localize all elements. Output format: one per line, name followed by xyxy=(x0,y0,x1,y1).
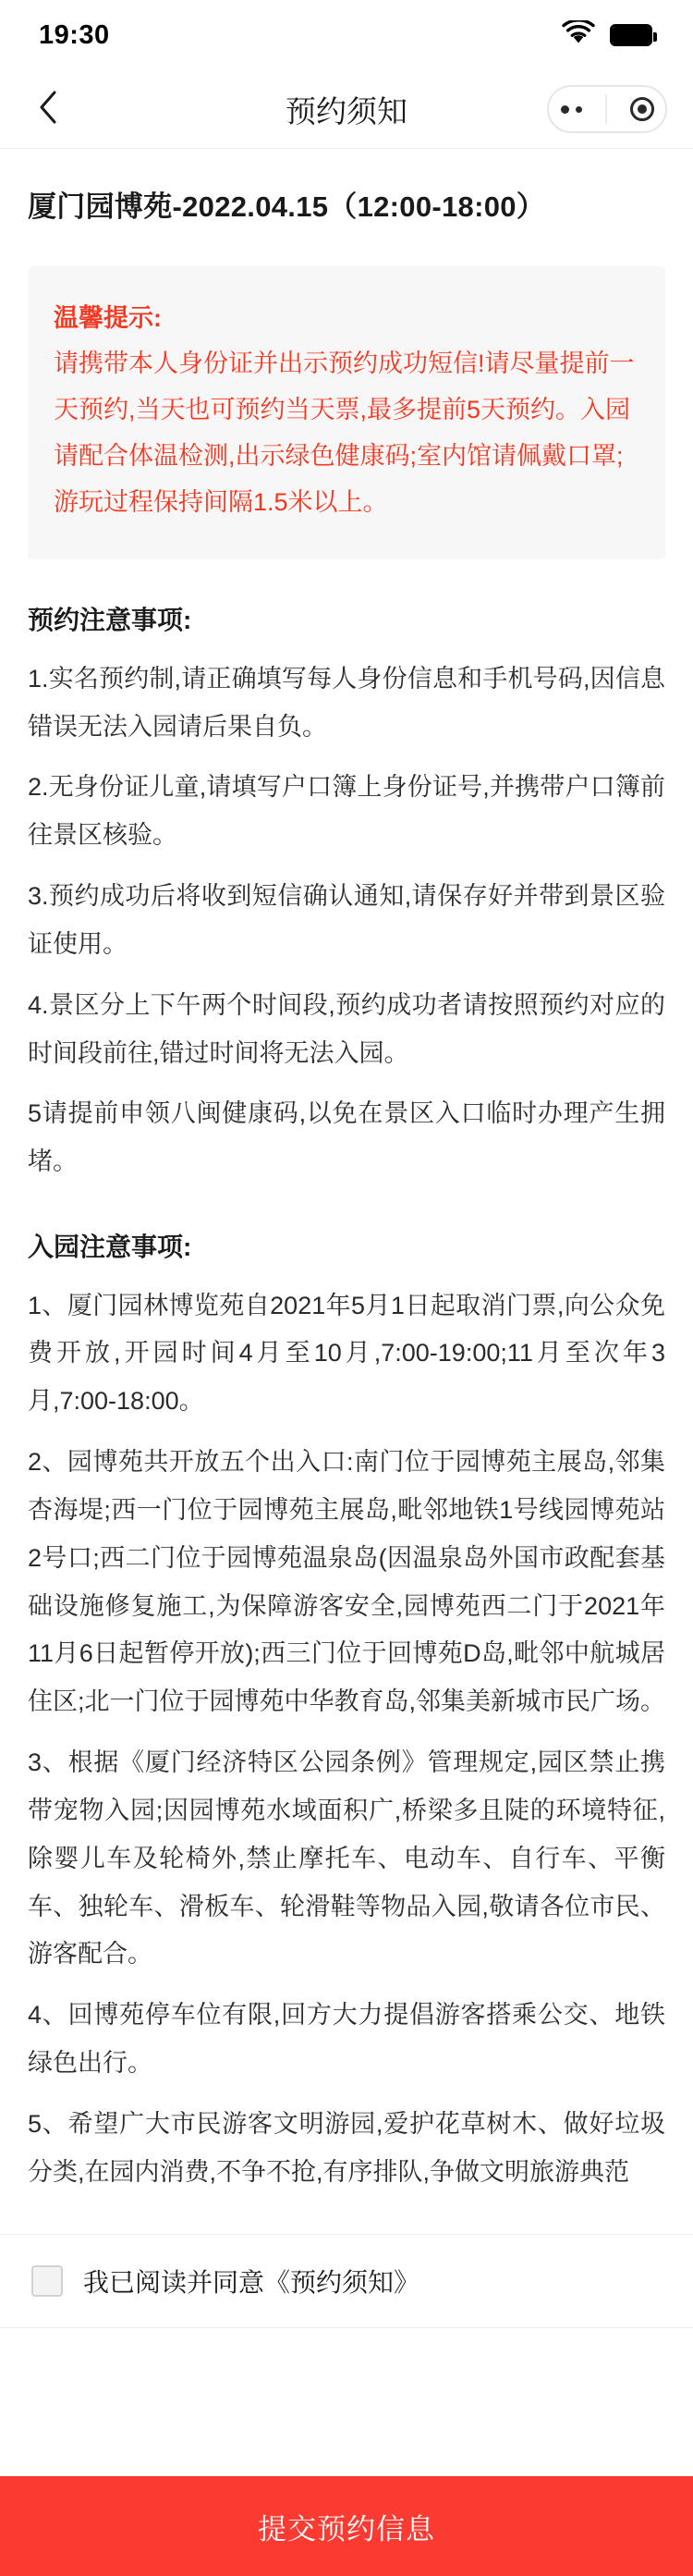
wifi-icon xyxy=(562,20,595,50)
warm-notice-body: 请携带本人身份证并出示预约成功短信!请尽量提前一天预约,当天也可预约当天票,最多提前5天预约。入园请配合体温检测,出示绿色健康码;室内馆请佩戴口罩;游玩过程保持间隔1.5米以上。 xyxy=(54,350,635,517)
booking-note-item: 5请提前申领八闽健康码,以免在景区入口临时办理产生拥堵。 xyxy=(28,1099,665,1176)
booking-note-item: 1.实名预约制,请正确填写每人身份信息和手机号码,因信息错误无法入园请后果自负。 xyxy=(28,664,665,741)
warm-notice-box xyxy=(28,266,665,560)
back-button[interactable] xyxy=(28,89,68,129)
agreement-row[interactable] xyxy=(0,2235,693,2327)
entry-note-item: 3、根据《厦门经济特区公园条例》管理规定,园区禁止携带宠物入园;因园博苑水域面积广,桥梁多且陡的环境特征,除婴儿车及轮椅外,禁止摩托车、电动车、自行车、平衡车、独轮车、滑板车、轮滑鞋等物品入园,敬请各位市民、游客配合。 xyxy=(28,1748,665,1969)
entry-notes-title: 入园注意事项: xyxy=(28,1233,192,1262)
booking-note-item: 3.预约成功后将收到短信确认通知,请保存好并带到景区验证使用。 xyxy=(28,882,665,958)
more-dots-icon[interactable] xyxy=(561,105,582,114)
submit-button-label: 提交预约信息 xyxy=(258,2512,435,2545)
capsule-divider xyxy=(605,94,607,124)
target-icon[interactable] xyxy=(630,97,654,121)
mini-program-capsule xyxy=(547,85,667,133)
warm-notice-heading: 温馨提示: xyxy=(54,303,162,332)
status-indicators xyxy=(562,20,652,50)
status-bar xyxy=(0,0,693,70)
booking-note-item: 2.无身份证儿童,请填写户口簿上身份证号,并携带户口簿前往景区核验。 xyxy=(28,773,665,850)
chevron-left-icon xyxy=(38,90,58,129)
entry-note-item: 1、厦门园林博览苑自2021年5月1日起取消门票,向公众免费开放,开园时间4月至10月,7:00-19:00;11月至次年3月,7:00-18:00。 xyxy=(28,1291,665,1416)
status-time: 19:30 xyxy=(39,19,110,50)
page-content xyxy=(0,149,693,2230)
booking-notes-title: 预约注意事项: xyxy=(28,606,192,635)
booking-note-item: 4.景区分上下午两个时间段,预约成功者请按照预约对应的时间段前往,错过时间将无法入园。 xyxy=(28,990,665,1067)
agreement-label[interactable]: 我已阅读并同意《预约须知》 xyxy=(83,2267,420,2297)
event-title: 厦门园博苑-2022.04.15（12:00-18:00） xyxy=(28,190,546,223)
battery-icon xyxy=(610,24,652,46)
entry-note-item: 4、回博苑停车位有限,回方大力提倡游客搭乘公交、地铁绿色出行。 xyxy=(28,2001,665,2078)
entry-note-item: 5、希望广大市民游客文明游园,爱护花草树木、做好垃圾分类,在园内消费,不争不抢,有序排队,争做文明旅游典范 xyxy=(28,2109,665,2186)
page-title: 预约须知 xyxy=(286,93,407,129)
entry-note-item: 2、园博苑共开放五个出入口:南门位于园博苑主展岛,邻集杏海堤;西一门位于园博苑主展岛,毗邻地铁1号线园博苑站2号口;西二门位于园博苑温泉岛(因温泉岛外国市政配套基础设施修复施工,为保障游客安全,园博苑西二门于2021年11月6日起暂停开放);西三门位于回博苑D岛,毗邻中航城居住区;北一门位于园博苑中华教育岛,邻集美新城市民广场。 xyxy=(28,1448,666,1716)
agreement-checkbox[interactable] xyxy=(31,2265,63,2297)
agreement-bottom-divider xyxy=(0,2327,693,2328)
nav-bar xyxy=(0,70,693,148)
submit-booking-button[interactable] xyxy=(0,2476,693,2576)
